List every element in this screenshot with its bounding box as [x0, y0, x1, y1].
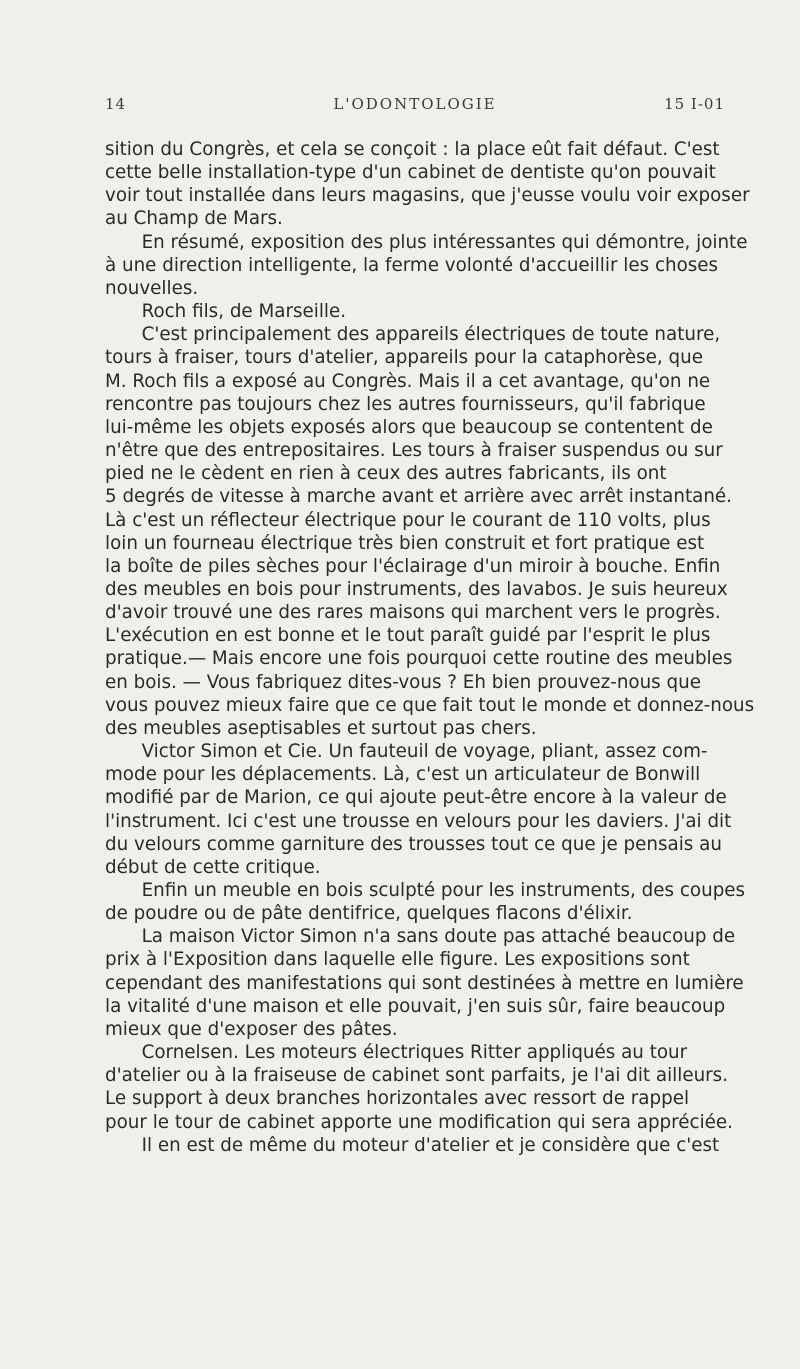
text-line: En résumé, exposition des plus intéressantes qui démontre, jointe [105, 231, 748, 253]
text-line: cependant des manifestations qui sont destinées à mettre en lumière [105, 972, 744, 994]
text-line: vous pouvez mieux faire que ce que fait tout le monde et donnez-nous [105, 694, 755, 716]
text-line: cette belle installation-type d'un cabinet de dentiste qu'on pouvait [105, 162, 716, 184]
text-line: la vitalité d'une maison et elle pouvait, j'en suis sûr, faire beaucoup [105, 995, 726, 1017]
text-line: de poudre ou de pâte dentifrice, quelques flacons d'élixir. [105, 903, 633, 925]
text-line: voir tout installée dans leurs magasins, que j'eusse voulu voir exposer [105, 185, 750, 207]
text-line: Victor Simon et Cie. Un fauteuil de voyage, pliant, assez com- [105, 741, 708, 763]
text-line: sition du Congrès, et cela se conçoit : la place eût fait défaut. C'est [105, 139, 720, 160]
text-line: début de cette critique. [105, 856, 321, 878]
text-line: n'être que des entrepositaires. Les tours à fraiser suspendus ou sur [105, 440, 723, 462]
text-line: mieux que d'exposer des pâtes. [105, 1018, 398, 1040]
text-line: Là c'est un réflecteur électrique pour le courant de 110 volts, plus [105, 509, 711, 531]
text-line: nouvelles. [105, 277, 199, 299]
text-line: l'instrument. Ici c'est une trousse en velours pour les daviers. J'ai dit [105, 810, 732, 832]
text-line: en bois. — Vous fabriquez dites-vous ? Eh bien prouvez-nous que [105, 671, 701, 693]
text-line: M. Roch fils a exposé au Congrès. Mais il a cet avantage, qu'on ne [105, 370, 711, 392]
text-line: d'avoir trouvé une des rares maisons qui marchent vers le progrès. [105, 602, 721, 624]
text-line: La maison Victor Simon n'a sans doute pas attaché beaucoup de [105, 926, 736, 948]
body-text [105, 138, 755, 1157]
text-line: du velours comme garniture des trousses tout ce que je pensais au [105, 833, 722, 855]
text-line: pratique.— Mais encore une fois pourquoi cette routine des meubles [105, 648, 733, 670]
text-line: mode pour les déplacements. Là, c'est un articulateur de Bonwill [105, 764, 701, 786]
text-line: au Champ de Mars. [105, 208, 283, 230]
running-title: L'ODONTOLOGIE [333, 95, 497, 113]
text-line: tours à fraiser, tours d'atelier, appareils pour la cataphorèse, que [105, 347, 703, 369]
text-line: loin un fourneau électrique très bien construit et fort pratique est [105, 532, 705, 554]
text-line: des meubles aseptisables et surtout pas chers. [105, 717, 537, 739]
text-line: Roch fils, de Marseille. [105, 301, 347, 323]
text-line: à une direction intelligente, la ferme volonté d'accueillir les choses [105, 254, 719, 276]
text-line: Cornelsen. Les moteurs électriques Ritter appliqués au tour [105, 1042, 688, 1064]
text-line: modifié par de Marion, ce qui ajoute peut-être encore à la valeur de [105, 787, 727, 809]
text-line: C'est principalement des appareils électriques de toute nature, [105, 324, 721, 346]
text-line: Le support à deux branches horizontales avec ressort de rappel [105, 1088, 690, 1110]
issue-date: 15 I-01 [664, 95, 725, 113]
text-line: rencontre pas toujours chez les autres fournisseurs, qu'il fabrique [105, 393, 706, 415]
text-line: pied ne le cèdent en rien à ceux des autres fabricants, ils ont [105, 463, 667, 485]
text-line: la boîte de piles sèches pour l'éclairage d'un miroir à bouche. Enfin [105, 555, 721, 577]
text-line: lui-même les objets exposés alors que beaucoup se contentent de [105, 416, 713, 438]
text-line: d'atelier ou à la fraiseuse de cabinet sont parfaits, je l'ai dit ailleurs. [105, 1065, 729, 1087]
text-line: pour le tour de cabinet apporte une modification qui sera appréciée. [105, 1111, 733, 1133]
text-line: Il en est de même du moteur d'atelier et je considère que c'est [105, 1134, 720, 1156]
text-line: des meubles en bois pour instruments, des lavabos. Je suis heureux [105, 578, 728, 600]
text-line: prix à l'Exposition dans laquelle elle figure. Les expositions sont [105, 949, 690, 971]
text-line: L'exécution en est bonne et le tout paraît guidé par l'esprit le plus [105, 625, 711, 647]
text-line: Enfin un meuble en bois sculpté pour les instruments, des coupes [105, 880, 746, 901]
page-number: 14 [105, 95, 127, 113]
text-line: 5 degrés de vitesse à marche avant et arrière avec arrêt instantané. [105, 486, 732, 508]
